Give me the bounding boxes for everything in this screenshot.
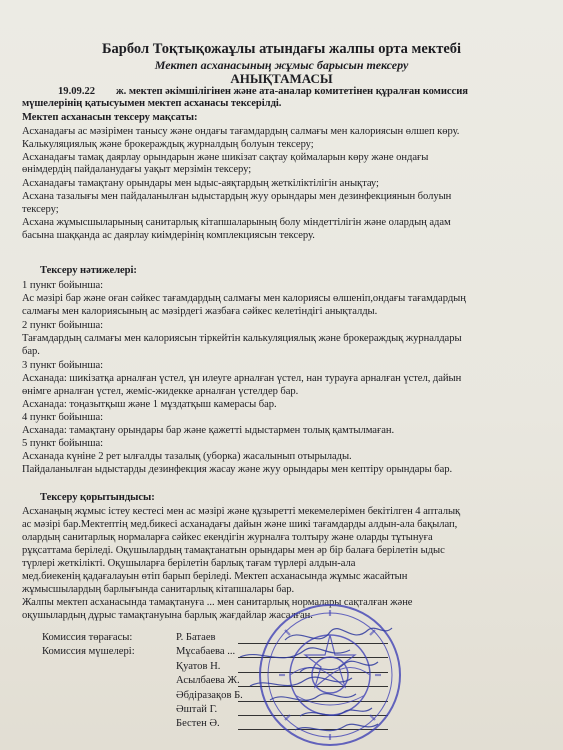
results-line: Асханада: шикізатқа арналған үстел, ұн илеуге арналған үстел, нан турауға арналған үстел, дайын [22,373,462,384]
goals-line: Асханадағы ас мәзірімен танысу және ондағы тағамдардың салмағы мен калориясын өлшеп көру. [22,126,460,137]
commission-member: Асылбаева Ж. [176,675,240,686]
conclusion-line: түрлері жеткілікті. Оқушыларға берілетін барлық тағам түрлері алдын-ала [22,558,356,569]
commission-chair: Р. Батаев [176,632,216,643]
results-line: салмағы мен калориясының ас мәзірдегі жазбаға сәйкес келетіндігі анықталды. [22,306,378,317]
goals-heading: Мектеп асханасын тексеру мақсаты: [22,112,198,123]
goals-line: Асханадағы тамақ даярлау орындарын және шикізат сақтау қоймаларын көру және ондағы [22,152,429,163]
results-line: 4 пункт бойынша: [22,412,104,423]
results-heading: Тексеру нәтижелері: [40,265,137,276]
results-line: Асханада: тамақтану орындары бар және қажетті ыдыстармен толық қамтылмаған. [22,425,395,436]
results-line: 2 пункт бойынша: [22,320,104,331]
results-line: өнімге арналған үстел, жеміс-жидекке арналған үстелдер бар. [22,386,299,397]
school-name: Барбол Тоқтықожаұлы атындағы жалпы орта мектебі [101,41,462,57]
document-type: АНЫҚТАМАСЫ [230,71,333,86]
conclusion-line: олардың санитарлық нормаларға сәйкес екендігін журналға толтыру және оларды тұтынуға [22,532,433,543]
results-line: Пайдаланылған ыдыстарды дезинфекция жасау және жуу орындары мен кептіру орындары бар. [22,464,453,475]
commission-member: Бестен Ә. [176,718,220,729]
goals-line: Асханадағы тамақтану орындары мен ыдыс-аяқтардың жеткіліктілігін анықтау; [22,178,379,189]
school-seal-icon [255,600,405,750]
conclusion-line: Асханаңың жұмыс істеу кестесі мен ас мәзірі және құзыретті мекемелерімен бекітілген 4 апталық [22,506,461,517]
conclusion-line: ас мәзірі бар.Мектептің мед.бикесі асханадағы дайын және шикі тағамдарды алдын-ала бақылап, [22,519,458,530]
results-line: Асханада: тоңазытқыш және 1 мұздатқыш камерасы бар. [22,399,277,410]
results-line: 3 пункт бойынша: [22,360,104,371]
goals-line: Асхана тазалығы мен пайдаланылған ыдыстардың жуу орындары мен дезинфекциянын болуын [22,191,452,202]
intro-line-2: мүшелерінің қатысуымен мектеп асханасы тексерілді. [22,98,282,109]
intro-line-1: ж. мектеп әкімшілігінен және ата-аналар комитетінен құралған комиссия [116,86,468,97]
inspection-date: 19.09.22 [58,86,96,97]
goals-line: өнімдердің пайдаланудағы уақыт мерзімін тексеру; [22,164,252,175]
goals-line: Асхана жұмысшыларының санитарлық кітапшаларының болу міндеттілігін және олардың адам [22,217,451,228]
goals-line: Калькуляциялық және брокераждық журналдың болуын тексеру; [22,139,314,150]
conclusion-line: оқушылардың дұрыс тамақтануына барлық жағдайлар жасалған. [22,610,313,621]
commission-member: Әштай Г. [176,704,218,715]
commission-chair-label: Комиссия төрағасы: [42,632,133,643]
results-line: 1 пункт бойынша: [22,280,104,291]
commission-member: Қуатов Н. [176,661,221,672]
conclusion-line: мед.биекенің қадағалауын өтіп барып беріледі. Мектеп асханасында жұмыс жасайтын [22,571,408,582]
commission-members-label: Комиссия мүшелері: [42,646,135,657]
conclusion-line: жұмысшылардың барлығында санитарлық кітапшалары бар. [22,584,295,595]
conclusion-line: Жалпы мектеп асханасында тамақтануға ... мен санитарлық нормалары сақталған және [22,597,413,608]
results-line: Тағамдардың салмағы мен калориясын тіркейтін калькуляциялық және брокераждық журналдары [22,333,462,344]
results-line: Асханада күніне 2 рет ылғалды тазалық (уборка) жасалынып отырылады. [22,451,352,462]
results-line: бар. [22,346,40,357]
goals-line: басына шаққанда ас даярлау киімдерінің комплекциясын тексеру. [22,230,315,241]
conclusion-line: рұқсаттама беріледі. Оқушылардың тамақтанатын орындары мен әр бір балаға берілетін ыдыс [22,545,445,556]
commission-member: Мұсабаева ... [176,646,236,657]
results-line: Ас мәзірі бар және оған сәйкес тағамдардың салмағы мен калориясы өлшеніп,ондағы тағамдардың [22,293,466,304]
commission-member: Әбдіразақов Б. [176,690,243,701]
document-subtitle: Мектеп асханасының жұмыс барысын тексеру [154,58,409,72]
goals-line: тексеру; [22,204,59,215]
conclusion-heading: Тексеру қорытындысы: [40,492,155,503]
results-line: 5 пункт бойынша: [22,438,104,449]
